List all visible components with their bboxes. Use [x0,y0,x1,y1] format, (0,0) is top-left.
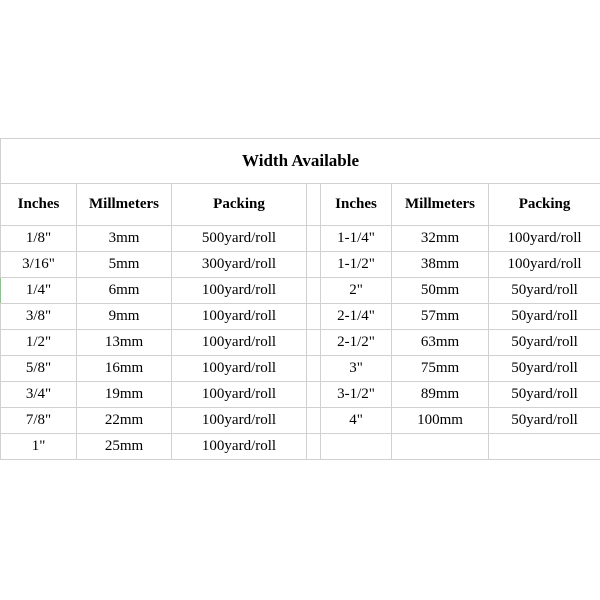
cell-millimeters-left: 19mm [77,382,172,408]
table-row [1,382,600,408]
cell-packing-left: 100yard/roll [172,278,307,304]
cell-packing-right: 100yard/roll [489,252,600,278]
cell-millimeters-right [392,434,489,460]
cell-inches-left: 1/4" [1,278,77,304]
table-row [1,278,600,304]
cell-inches-right: 1-1/4" [321,226,392,252]
cell-millimeters-right: 100mm [392,408,489,434]
cell-packing-right: 50yard/roll [489,304,600,330]
cell-spacer [307,252,321,278]
cell-packing-left: 100yard/roll [172,408,307,434]
cell-inches-right [321,434,392,460]
header-row [1,184,600,226]
table-row [1,356,600,382]
header-inches-right: Inches [321,184,392,226]
table-row [1,252,600,278]
cell-inches-left: 3/4" [1,382,77,408]
cell-spacer [307,434,321,460]
cell-packing-right: 50yard/roll [489,382,600,408]
cell-millimeters-left: 22mm [77,408,172,434]
cell-inches-right: 2" [321,278,392,304]
cell-inches-right: 2-1/4" [321,304,392,330]
cell-packing-left: 300yard/roll [172,252,307,278]
cell-millimeters-right: 89mm [392,382,489,408]
cell-spacer [307,304,321,330]
width-table [0,138,600,460]
cell-spacer [307,330,321,356]
cell-millimeters-left: 3mm [77,226,172,252]
cell-inches-left: 1/2" [1,330,77,356]
header-spacer [307,184,321,226]
header-millimeters-left: Millmeters [77,184,172,226]
cell-millimeters-right: 75mm [392,356,489,382]
cell-spacer [307,278,321,304]
cell-millimeters-left: 25mm [77,434,172,460]
table-row [1,330,600,356]
cell-packing-right: 50yard/roll [489,408,600,434]
cell-millimeters-right: 63mm [392,330,489,356]
cell-packing-left: 100yard/roll [172,356,307,382]
cell-millimeters-right: 38mm [392,252,489,278]
cell-millimeters-right: 32mm [392,226,489,252]
table-row [1,304,600,330]
width-table-container [0,138,600,460]
cell-millimeters-right: 57mm [392,304,489,330]
cell-inches-left: 3/16" [1,252,77,278]
cell-packing-left: 100yard/roll [172,382,307,408]
cell-spacer [307,382,321,408]
cell-inches-right: 1-1/2" [321,252,392,278]
header-packing-right: Packing [489,184,600,226]
cell-packing-left: 100yard/roll [172,304,307,330]
cell-inches-right: 3" [321,356,392,382]
cell-spacer [307,226,321,252]
table-title: Width Available [1,139,600,184]
cell-inches-left: 7/8" [1,408,77,434]
cell-packing-left: 500yard/roll [172,226,307,252]
cell-inches-left: 5/8" [1,356,77,382]
cell-packing-left: 100yard/roll [172,330,307,356]
header-packing-left: Packing [172,184,307,226]
cell-spacer [307,356,321,382]
cell-inches-right: 2-1/2" [321,330,392,356]
cell-packing-right: 100yard/roll [489,226,600,252]
cell-millimeters-right: 50mm [392,278,489,304]
table-row [1,408,600,434]
header-millimeters-right: Millmeters [392,184,489,226]
cell-spacer [307,408,321,434]
cell-millimeters-left: 13mm [77,330,172,356]
cell-packing-left: 100yard/roll [172,434,307,460]
cell-inches-left: 3/8" [1,304,77,330]
cell-inches-right: 3-1/2" [321,382,392,408]
cell-packing-right: 50yard/roll [489,356,600,382]
cell-packing-right: 50yard/roll [489,330,600,356]
cell-inches-right: 4" [321,408,392,434]
cell-millimeters-left: 5mm [77,252,172,278]
header-inches-left: Inches [1,184,77,226]
table-row [1,434,600,460]
cell-packing-right: 50yard/roll [489,278,600,304]
title-row [1,139,600,184]
table-body [1,226,600,460]
cell-packing-right [489,434,600,460]
cell-millimeters-left: 9mm [77,304,172,330]
table-row [1,226,600,252]
cell-inches-left: 1" [1,434,77,460]
cell-millimeters-left: 16mm [77,356,172,382]
cell-millimeters-left: 6mm [77,278,172,304]
cell-inches-left: 1/8" [1,226,77,252]
